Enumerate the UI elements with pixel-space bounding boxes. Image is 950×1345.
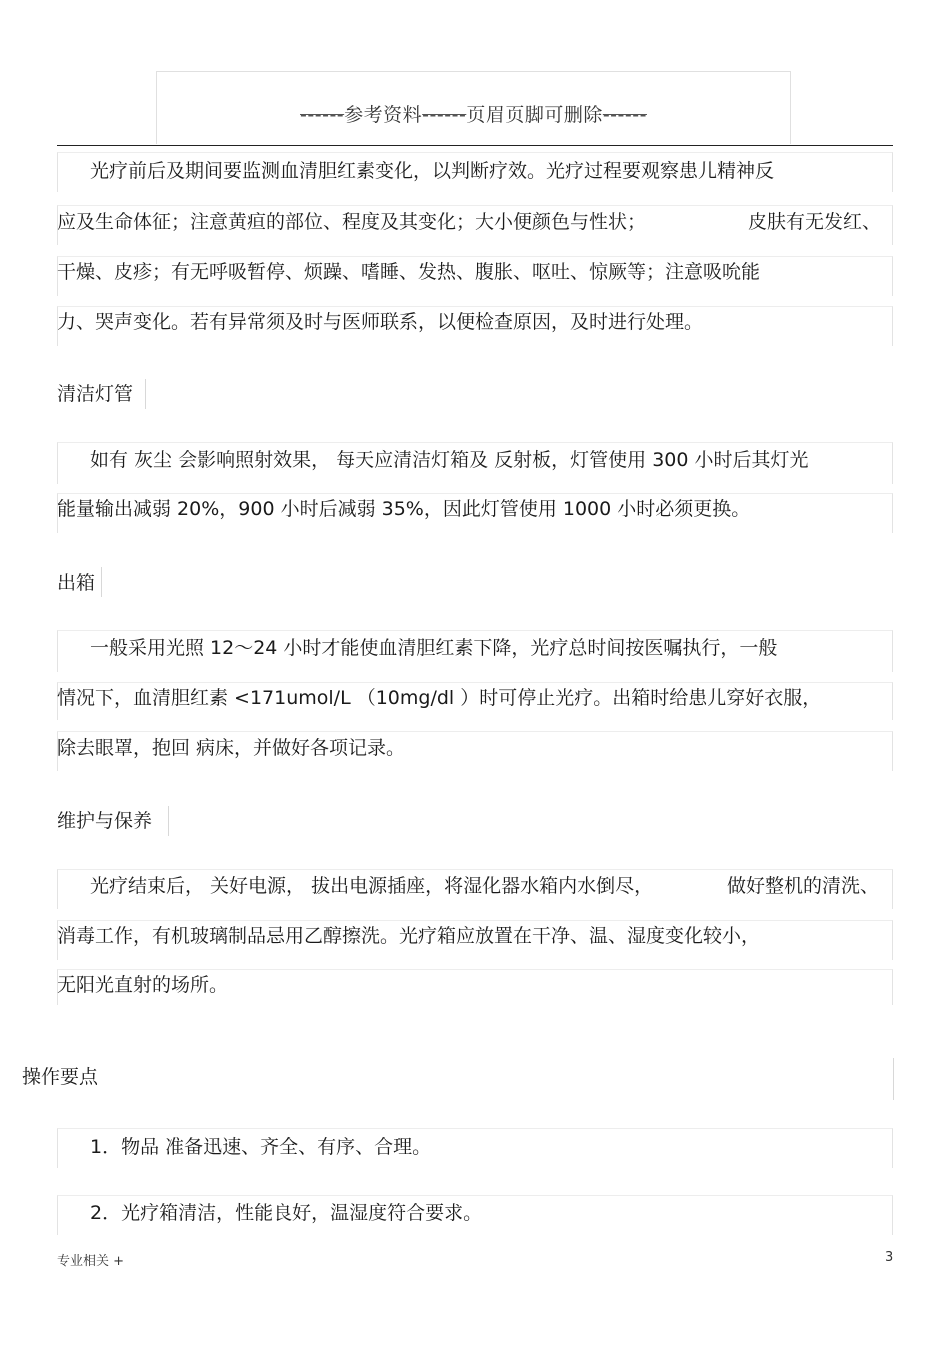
header-text-a: 参考资料 (344, 104, 423, 126)
heading-marker (168, 806, 169, 836)
p4-line-2: 消毒工作，有机玻璃制品忌用乙醇擦洗。光疗箱应放置在干净、温、湿度变化较小， (57, 925, 761, 947)
header-dashes-left: ------ (300, 104, 345, 126)
p2-line-2: 能量输出减弱 20%，900 小时后减弱 35%，因此灯管使用 1000 小时必须更换。 (57, 498, 751, 520)
heading-maintenance: 维护与保养 (57, 810, 153, 832)
p3-line-2: 情况下，血清胆红素 <171umol/L （10mg/dl ）时可停止光疗。出箱时给患儿穿好衣服， (57, 687, 822, 709)
header-dashes-right: ------ (602, 104, 647, 126)
p4-line-3: 无阳光直射的场所。 (57, 974, 229, 996)
header-text-b: 页眉页脚可删除 (466, 104, 603, 126)
p2-line-1: 如有 灰尘 会影响照射效果， 每天应清洁灯箱及 反射板，灯管使用 300 小时后其灯光 (90, 449, 809, 471)
p1-line-2b: 皮肤有无发红、 (748, 211, 882, 233)
p1-line-3: 干燥、皮疹；有无呼吸暂停、烦躁、嗜睡、发热、腹胀、呕吐、惊厥等；注意吸吮能 (57, 261, 761, 283)
p1-line-4: 力、哭声变化。若有异常须及时与医师联系，以便检查原因，及时进行处理。 (57, 311, 704, 333)
footer-label: 专业相关 + (57, 1254, 125, 1269)
p4-line-1b: 做好整机的清洗、 (727, 875, 880, 897)
heading-marker (145, 379, 146, 409)
heading-marker (893, 1058, 894, 1100)
header-rule (57, 145, 893, 146)
heading-clean-lamp: 清洁灯管 (57, 383, 134, 405)
p1-line-2: 应及生命体征；注意黄疸的部位、程度及其变化；大小便颜色与性状； (57, 211, 647, 233)
point-1: 1．物品 准备迅速、齐全、有序、合理。 (90, 1136, 432, 1158)
point-2: 2．光疗箱清洁，性能良好，温湿度符合要求。 (90, 1202, 483, 1224)
heading-out-of-box: 出箱 (57, 572, 96, 594)
heading-key-points: 操作要点 (22, 1066, 99, 1088)
p1-line-1: 光疗前后及期间要监测血清胆红素变化，以判断疗效。光疗过程要观察患儿精神反 (90, 160, 775, 182)
p3-line-1: 一般采用光照 12～24 小时才能使血清胆红素下降，光疗总时间按医嘱执行，一般 (90, 637, 778, 659)
heading-marker (101, 567, 102, 597)
page-header (156, 71, 791, 144)
p3-line-3: 除去眼罩，抱回 病床，并做好各项记录。 (57, 737, 406, 759)
header-text (157, 100, 790, 127)
header-dashes-mid: ------ (422, 104, 467, 126)
page-number: 3 (885, 1250, 894, 1265)
p4-line-1: 光疗结束后， 关好电源， 拔出电源插座，将湿化器水箱内水倒尽， (90, 875, 654, 897)
